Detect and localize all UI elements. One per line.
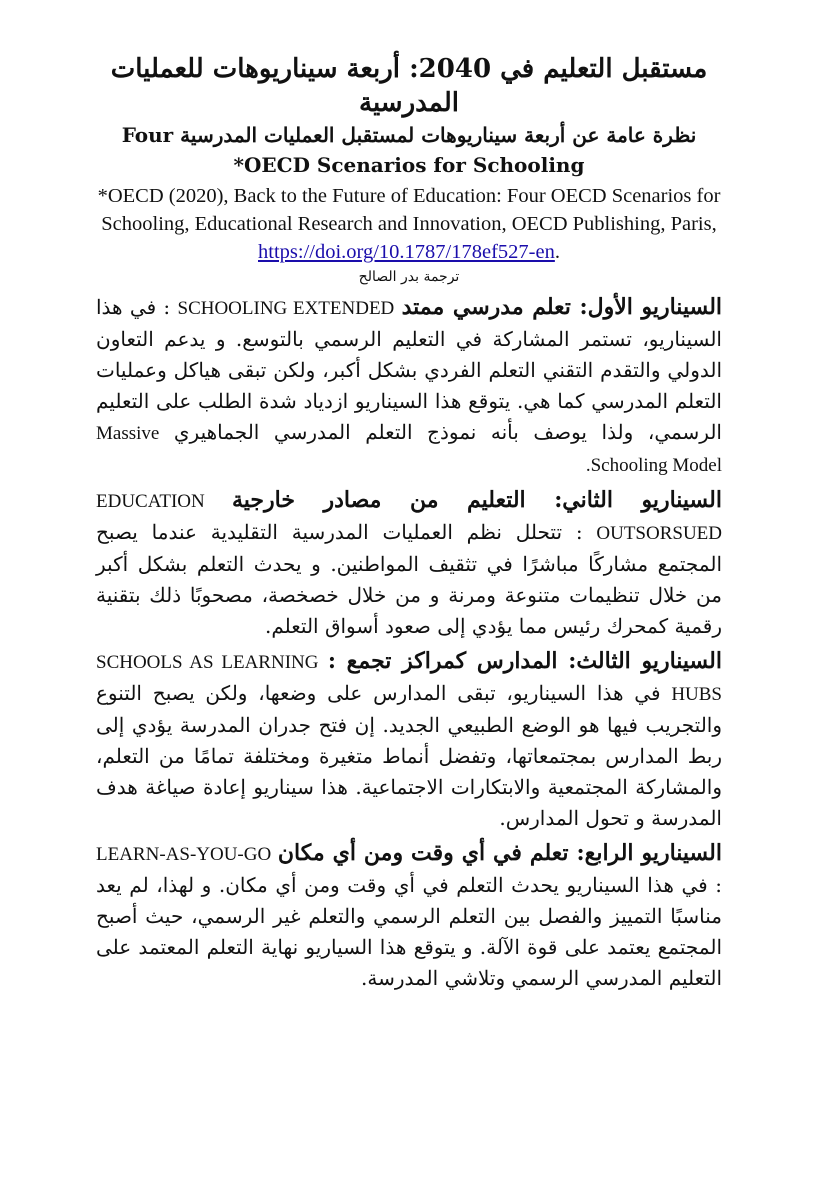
scenario-2 <box>96 485 722 642</box>
scenario-4-body: : في هذا السيناريو يحدث التعلم في أي وقت ومن أي مكان. و لهذا، لم يعد مناسبًا التمييز والفصل بين التعلم الرسمي والتعلم غير الرسمي، حيث أصبح المجتمع يعتمد على قوة الآلة. و يتوقع هذا السياريو نهاية التعلم المعتمد على التعليم المدرسي الرسمي وتلاشي المدرسة. <box>96 873 723 990</box>
scenario-3 <box>96 646 722 834</box>
scenario-2-heading: السيناريو الثاني: التعليم من مصادر خارجية <box>231 487 722 513</box>
citation <box>96 182 722 266</box>
scenario-3-heading: السيناريو الثالث: المدارس كمراكز تجمع : <box>327 648 722 674</box>
citation-text: *OECD (2020), Back to the Future of Education: Four OECD Scenarios for Schooling, Educational Research and Innovation, OECD Publishing, Paris, <box>97 185 721 235</box>
scenario-1-body: : في هذا السيناريو، تستمر المشاركة في التعليم الرسمي بالتوسع. و يدعم التعاون الدولي والتقدم التقني التعلم الفردي بشكل أكبر، ولكن تبقى هياكل وعمليات التعلم المدرسي كما هي. يتوقع هذا السيناريو ازدياد شدة الطلب على التعليم الرسمي، ولذا يوصف بأنه نموذج التعلم المدرسي الجماهيري <box>96 295 722 444</box>
document-title: مستقبل التعليم في 2040: أربعة سيناريوهات للعمليات المدرسية <box>110 54 708 118</box>
scenario-3-english-title: SCHOOLS AS LEARNING HUBS <box>96 652 722 705</box>
scenario-2-english-title: EDUCATION OUTSORSUED <box>96 491 722 544</box>
scenario-2-body: : تتحلل نظم العمليات المدرسية التقليدية عندما يصبح المجتمع مشاركًا مباشرًا في تثقيف المواطنين. و يحدث التعلم بشكل أكبر من خلال تنظيمات متنوعة ومرنة و من خلال خصخصة، مصحوبًا ذلك بتقنية رقمية كمحرك رئيس مما يؤدي إلى صعود أسواق التعلم. <box>96 520 722 638</box>
scenario-3-body: في هذا السيناريو، تبقى المدارس على وضعها، ولكن يصبح التنوع والتجريب فيها هو الوضع الطبيعي الجديد. إن فتح جدران المدرسة يؤدي إلى ربط المدارس بمجتمعاتها، وتفضل أنماط متغيرة ومختلفة تمامًا من التعلم، والمشاركة المجتمعية والابتكارات الاجتماعية. هذا سيناريو إعادة صياغة هدف المدرسة و تحول المدارس. <box>96 681 723 830</box>
scenario-4-english-title: LEARN-AS-YOU-GO <box>96 844 272 865</box>
citation-doi-link[interactable]: https://doi.org/10.1787/178ef527-en <box>258 241 555 263</box>
scenario-4-heading: السيناريو الرابع: تعلم في أي وقت ومن أي مكان <box>277 840 723 866</box>
scenario-1-trailing: Massive Schooling Model. <box>96 423 722 476</box>
scenario-1-heading: السيناريو الأول: تعلم مدرسي ممتد <box>401 294 723 320</box>
scenario-1-english-title: SCHOOLING EXTENDED <box>177 298 395 319</box>
citation-end: . <box>554 241 560 263</box>
document-subtitle: نظرة عامة عن أربعة سيناريوهات لمستقبل العمليات المدرسية Four OECD Scenarios for Schooling* <box>121 123 697 177</box>
scenario-1 <box>96 292 722 481</box>
scenario-4 <box>96 838 722 994</box>
translator-credit: ترجمة بدر الصالح <box>358 269 460 285</box>
